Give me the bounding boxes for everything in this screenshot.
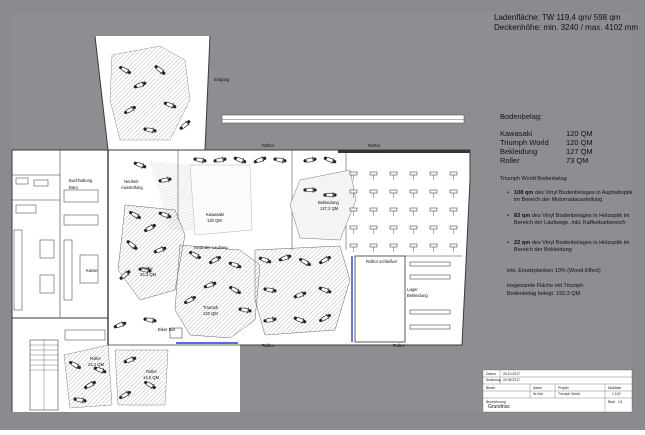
clothing-rack bbox=[390, 172, 397, 175]
label-scooter-1a: Roller bbox=[142, 266, 153, 271]
legend-note-total-line1: insgesamte Fläche mit Triumph bbox=[507, 283, 584, 289]
legend-note-total-line2: Bodenbelag belegt: 192,3 QM bbox=[507, 291, 581, 297]
ceiling-height-heading: Deckenhöhe: min. 3240 / max. 4102 mm bbox=[494, 23, 639, 32]
label-accounting: Buchhaltung bbox=[69, 178, 93, 183]
clothing-rack bbox=[390, 244, 397, 247]
label-scooter-3a: Roller bbox=[146, 369, 157, 374]
legend-row-name: Roller bbox=[500, 156, 520, 165]
clothing-rack bbox=[410, 244, 417, 247]
label-clothing-1: Bekleidung bbox=[318, 200, 339, 205]
label-triumph-2: 120 QM bbox=[203, 311, 218, 316]
legend-row-value: 73 QM bbox=[566, 156, 589, 165]
clothing-rack bbox=[430, 190, 437, 193]
label-storage-2: Bekleidung bbox=[407, 293, 428, 298]
label-rolltor-bottom-2: Rolltor bbox=[393, 343, 406, 348]
tb-scale-value: 1:100 bbox=[612, 392, 621, 396]
tb-editor-label: Bearb. bbox=[486, 386, 496, 390]
clothing-rack bbox=[410, 172, 417, 175]
label-entrance: Eingang bbox=[214, 77, 230, 82]
label-scooter-2b: 24,1 QM bbox=[88, 362, 105, 367]
clothing-rack bbox=[350, 208, 357, 211]
clothing-rack bbox=[370, 190, 377, 193]
tb-date-2: 20.08.2017 bbox=[503, 378, 520, 382]
clothing-rack bbox=[450, 190, 457, 193]
label-triumph-1: Triumph bbox=[203, 305, 219, 310]
label-scooter-3b: 14,5 QM bbox=[143, 375, 160, 380]
clothing-rack bbox=[350, 244, 357, 247]
label-new-exhibition-1: Neuheit bbox=[124, 179, 139, 184]
label-rolltor-bottom-1: Rolltor bbox=[262, 343, 275, 348]
label-clothing-2: 127,2 QM bbox=[320, 206, 339, 211]
label-rolltor-close: Rolltor schließen bbox=[366, 259, 398, 264]
tb-date-label: Datum bbox=[486, 372, 496, 376]
tb-project-value: Triumph World bbox=[558, 392, 581, 396]
clothing-rack bbox=[450, 244, 457, 247]
label-scooter-1b: 34,3 QM bbox=[140, 272, 157, 277]
clothing-rack bbox=[370, 244, 377, 247]
clothing-rack bbox=[450, 172, 457, 175]
label-checkout: Kasse bbox=[86, 268, 98, 273]
clothing-rack bbox=[450, 208, 457, 211]
legend-row-name: Triumph World bbox=[500, 138, 549, 147]
clothing-rack bbox=[450, 226, 457, 229]
legend-row-name: Bekleidung bbox=[500, 147, 538, 156]
label-scooter-2a: Roller bbox=[90, 356, 101, 361]
label-storage-1: Lager bbox=[407, 287, 418, 292]
bullet-dot: • bbox=[507, 240, 509, 246]
legend-row-name: Kawasaki bbox=[500, 129, 533, 138]
clothing-rack bbox=[370, 208, 377, 211]
label-walkway: neutraler Laufweg bbox=[194, 245, 228, 250]
legend-bullet bbox=[514, 190, 639, 204]
tb-scale-label: Maßstab bbox=[608, 386, 622, 390]
tb-date-1: 28.10.2017 bbox=[503, 372, 520, 376]
clothing-rack bbox=[410, 190, 417, 193]
legend-bullet bbox=[514, 240, 639, 254]
bullet-description: des Vinyl Bodenbelages in Holzoptik im Bereich der Bekleidung bbox=[514, 240, 630, 254]
bullet-description: des Vinyl Bodenbelages in Asphaltoptik im Bereich der Motorradausstellung bbox=[514, 190, 633, 204]
tb-designation-label: Bezeichnung bbox=[486, 400, 506, 404]
clothing-rack bbox=[430, 226, 437, 229]
clothing-rack bbox=[390, 208, 397, 211]
legend-subtitle: Triumph World Bodenbelag bbox=[500, 176, 567, 182]
clothing-rack bbox=[430, 208, 437, 211]
legend-title: Bodenbelag: bbox=[500, 112, 543, 121]
clothing-rack bbox=[430, 172, 437, 175]
tb-designation-value: Grundriss bbox=[488, 404, 510, 410]
legend-row-value: 120 QM bbox=[566, 138, 593, 147]
tb-sheet-label: Blatt bbox=[608, 400, 615, 404]
label-kawasaki-2: 120 QM bbox=[207, 218, 222, 223]
bullet-description: des Vinyl Bodenbelages in Holzoptik im Bereich der Laufwege, inkl. Kaffeebarbereich bbox=[514, 213, 630, 227]
clothing-rack bbox=[350, 190, 357, 193]
bullet-area-value: 108 qm bbox=[514, 190, 534, 196]
tb-name-label: Name bbox=[533, 386, 543, 390]
clothing-rack bbox=[410, 208, 417, 211]
legend-bullet bbox=[514, 213, 639, 227]
legend-note-replacement: inkl. Ersatzplanken 10% (Wood Effect) bbox=[507, 268, 601, 274]
clothing-rack bbox=[370, 172, 377, 175]
clothing-rack bbox=[350, 226, 357, 229]
storage-shelf bbox=[410, 310, 450, 314]
clothing-rack bbox=[390, 226, 397, 229]
clothing-rack bbox=[410, 226, 417, 229]
floor-area-heading: Ladenfläche: TW 119,4 qm/ 598 qm bbox=[494, 13, 621, 22]
tb-sheet-value: 1/1 bbox=[618, 400, 623, 404]
bullet-area-value: 83 qm bbox=[514, 213, 531, 219]
clothing-rack bbox=[350, 172, 357, 175]
legend-row-value: 120 QM bbox=[566, 129, 593, 138]
storage-shelf bbox=[410, 262, 450, 266]
clothing-rack bbox=[390, 190, 397, 193]
clothing-rack bbox=[370, 226, 377, 229]
bullet-area-value: 22 qm bbox=[514, 240, 531, 246]
label-biker-bar: Biker Bar bbox=[158, 327, 176, 332]
storage-shelf bbox=[410, 325, 450, 329]
label-office: Büro bbox=[69, 185, 78, 190]
legend-row-value: 127 QM bbox=[566, 147, 593, 156]
bullet-dot: • bbox=[507, 213, 509, 219]
clothing-rack bbox=[430, 244, 437, 247]
label-new-exhibition-2: Ausstellung bbox=[121, 185, 143, 190]
tb-change-label: Änderung bbox=[486, 378, 501, 382]
tb-name-value: Nr.Sch bbox=[533, 392, 544, 396]
label-kawasaki-1: Kawasaki bbox=[206, 212, 224, 217]
label-rolltor-top-1: Rolltor bbox=[262, 143, 275, 148]
label-rolltor-top-2: Rolltor bbox=[368, 143, 381, 148]
bullet-dot: • bbox=[507, 190, 509, 196]
tb-project-label: Projekt bbox=[558, 386, 569, 390]
storage-shelf bbox=[410, 275, 450, 279]
